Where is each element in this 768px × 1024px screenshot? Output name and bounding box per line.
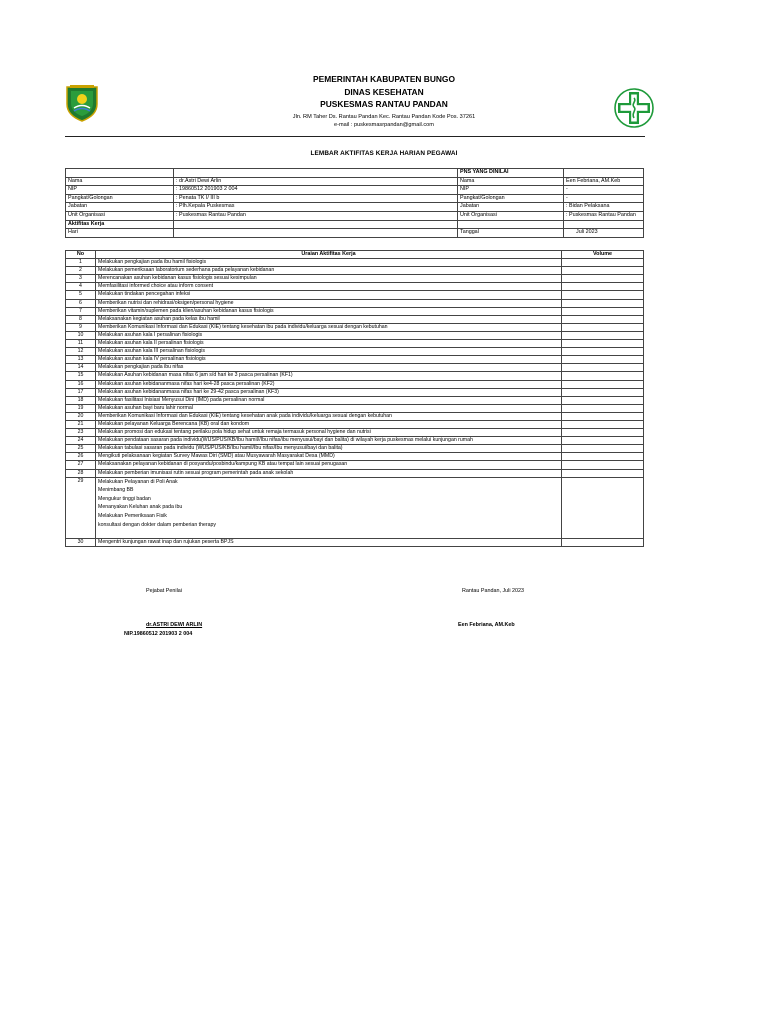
activity-row [66, 372, 644, 380]
left-unit-label: Unit Organisasi [66, 211, 174, 220]
row-no: 20 [66, 412, 96, 420]
row-text: Mengentri kunjungan rawat inap dan rujukan peserta BPJS [96, 538, 562, 546]
activity-body [66, 259, 644, 547]
puskesmas-logo-icon [614, 88, 654, 128]
row-text-multiline [96, 477, 562, 538]
row-volume [562, 323, 644, 331]
activity-header-row [66, 251, 644, 259]
right-nip-label: NIP [458, 186, 564, 195]
row-no: 23 [66, 429, 96, 437]
activity-row [66, 291, 644, 299]
row-volume [562, 372, 644, 380]
info-row-pangkat [66, 194, 644, 203]
employee-name: Een Febriana, AM.Keb [458, 622, 515, 628]
left-nip-value: : 19860512 201903 2 004 [174, 186, 458, 195]
row-no: 21 [66, 420, 96, 428]
row-text: Melakukan asuhan kala III persalinan fisiologis [96, 348, 562, 356]
right-nama-label: Nama [458, 177, 564, 186]
row-volume [562, 291, 644, 299]
assessor-role: Pejabat Penilai [146, 588, 182, 594]
tanggal-value: Juli 2023 [564, 229, 644, 238]
row-volume [562, 267, 644, 275]
row-text: Melakukan pelayanan Keluarga Berencana (KB) oral dan kondom [96, 420, 562, 428]
row-no: 24 [66, 437, 96, 445]
row-no: 30 [66, 538, 96, 546]
row-volume [562, 259, 644, 267]
right-jabatan-label: Jabatan [458, 203, 564, 212]
left-nama-label: Nama [66, 177, 174, 186]
row29-line: Menimbang BB [98, 487, 134, 494]
row-volume [562, 404, 644, 412]
letterhead-department: DINAS KESEHATAN [344, 86, 424, 97]
row29-line: Menanyakan Keluhan anak pada ibu [98, 504, 183, 511]
header-volume: Volume [562, 251, 644, 259]
left-unit-value: : Puskesmas Rantau Pandan [174, 211, 458, 220]
row-no: 29 [66, 477, 96, 538]
right-pangkat-value: - [564, 194, 644, 203]
row-volume [562, 307, 644, 315]
left-nip-label: NIP [66, 186, 174, 195]
row-no: 28 [66, 469, 96, 477]
activity-row [66, 404, 644, 412]
row-volume [562, 538, 644, 546]
row29-line: konsultasi dengan dokter dalam pemberian therapy [98, 521, 216, 528]
activity-row [66, 275, 644, 283]
left-jabatan-label: Jabatan [66, 203, 174, 212]
row-no: 5 [66, 291, 96, 299]
row-text: Melakukan pengkajian pada ibu nifas [96, 364, 562, 372]
activity-row-30 [66, 538, 644, 546]
info-row-jabatan [66, 203, 644, 212]
row-text: Melakukan Asuhan kebidanan masa nifas 6 jam s/d hari ke 3 pasca persalinan (KF1) [96, 372, 562, 380]
row-text: Melakukan pemeriksaan laboratorium sederhana pada pelayanan kebidanan [96, 267, 562, 275]
activity-row [66, 461, 644, 469]
row-volume [562, 412, 644, 420]
row-text: Memberikan nutrisi dan rehidrasi/oksigen/personal hygiene [96, 299, 562, 307]
row-text: Melakukan fasilitasi Inisiasi Menyusui Dini (IMD) pada persalinan normal [96, 396, 562, 404]
row-no: 11 [66, 340, 96, 348]
activity-row [66, 315, 644, 323]
info-header-row [66, 169, 644, 178]
right-unit-value: : Puskesmas Rantau Pandan [564, 211, 644, 220]
activity-table [65, 250, 644, 547]
activity-row [66, 429, 644, 437]
activity-row [66, 323, 644, 331]
row-no: 14 [66, 364, 96, 372]
right-pangkat-label: Pangkat/Golongan [458, 194, 564, 203]
left-pangkat-label: Pangkat/Golongan [66, 194, 174, 203]
row-text: Melakukan asuhan kala I persalinan fisiologis [96, 331, 562, 339]
row-volume [562, 283, 644, 291]
activity-row [66, 340, 644, 348]
row29-line: Mengukur tinggi badan [98, 495, 151, 502]
activity-row [66, 356, 644, 364]
row-no: 1 [66, 259, 96, 267]
row-volume [562, 453, 644, 461]
assessor-name: dr.ASTRI DEWI ARLIN [146, 622, 203, 628]
hari-label: Hari [66, 229, 174, 238]
row-volume [562, 315, 644, 323]
row-text: Melakukan asuhan kala II persalinan fisiologis [96, 340, 562, 348]
row-no: 3 [66, 275, 96, 283]
row-text: Memberikan Komunikasi Informasi dan Edukasi (KIE) tentang kesehatan anak pada individu/keluarga sesuai dengan kebutuhan [96, 412, 562, 420]
row-text: Melakukan asuhan bayi baru lahir normal [96, 404, 562, 412]
row-text: Melakukan tindakan pencegahan infeksi [96, 291, 562, 299]
row-text: Melaksanakan kegiatan asuhan pada kelas ibu hamil [96, 315, 562, 323]
row-no: 8 [66, 315, 96, 323]
row-text: Melakukan promosi dan edukasi tentang perilaku pola hidup sehat untuk remaja termasuk personal hygiene dan nutrisi [96, 429, 562, 437]
letterhead-email: e-mail : puskesmasrpandan@gmail.com [334, 122, 434, 129]
info-row-unit [66, 211, 644, 220]
activity-row [66, 453, 644, 461]
row-no: 4 [66, 283, 96, 291]
activity-row [66, 307, 644, 315]
place-date: Rantau Pandan, Juli 2023 [462, 588, 525, 594]
row-text: Melakukan pemberian imunisasi rutin sesuai program pemerintah pada anak sekolah [96, 469, 562, 477]
assessor-nip: NIP.19860512 201903 2 004 [124, 631, 193, 637]
row-text: Melakukan tabulasi sasaran pada individu (WUS/PUS/KB/Ibu hamil/Ibu nifas/Ibu menyusui/bayi dan balita) [96, 445, 562, 453]
row-volume [562, 429, 644, 437]
info-row-nama [66, 177, 644, 186]
aktifitas-label: Aktifitas Kerja [66, 220, 174, 229]
header-uraian: Uraian Aktifitas Kerja [96, 251, 562, 259]
letterhead-address: Jln. RM Taher Ds. Rantau Pandan Kec. Rantau Pandan Kode Pos. 37261 [292, 113, 476, 120]
letterhead-divider [65, 136, 645, 137]
row-no: 25 [66, 445, 96, 453]
activity-row [66, 348, 644, 356]
row-text: Melakukan asuhan kebidananmasa nifas hari ke4-28 pasca persalinan (KF2) [96, 380, 562, 388]
left-nama-value: : dr.Astri Dewi Arlin [174, 177, 458, 186]
activity-row [66, 388, 644, 396]
tanggal-label: Tanggal [458, 229, 564, 238]
activity-row [66, 437, 644, 445]
activity-row [66, 445, 644, 453]
form-title: LEMBAR AKTIFITAS KERJA HARIAN PEGAWAI [310, 150, 458, 157]
row-volume [562, 331, 644, 339]
row-no: 19 [66, 404, 96, 412]
activity-row [66, 380, 644, 388]
row-no: 12 [66, 348, 96, 356]
regency-emblem-icon [64, 84, 100, 122]
row-text: Melaksanakan pelayanan kebidanan di posyandu/posbindu/kampung KB atau tempat lain sesuai penugasan [96, 461, 562, 469]
header-no: No [66, 251, 96, 259]
info-row-nip [66, 186, 644, 195]
row-text: Memberikan vitamin/suplemen pada klien/asuhan kebidanan kasus fisiologis [96, 307, 562, 315]
right-jabatan-value: : Bidan Pelaksana [564, 203, 644, 212]
activity-row [66, 267, 644, 275]
row-text: Memfasilitasi informed choice atau inform consent [96, 283, 562, 291]
row-text: Memberikan Komunikasi Informasi dan Edukasi (KIE) tentang kesehatan ibu pada individu/keluarga sesuai dengan kebutuhan [96, 323, 562, 331]
row-text: Melakukan pengkajian pada ibu hamil fisiologis [96, 259, 562, 267]
activity-row [66, 299, 644, 307]
row-volume [562, 348, 644, 356]
row-volume [562, 445, 644, 453]
right-unit-label: Unit Organisasi [458, 211, 564, 220]
row-volume [562, 356, 644, 364]
left-jabatan-value: : Plh.Kepala Puskesmas [174, 203, 458, 212]
activity-row [66, 412, 644, 420]
row-no: 15 [66, 372, 96, 380]
activity-row [66, 283, 644, 291]
row-text: Melakukan pendataan sasaran pada individu(WUS/PUS/KB/Ibu hamil//Ibu nifas/ibu menyusui/bayi dan balita) di wilayah kerja puskesmas melalui kunjungan rumah [96, 437, 562, 445]
row-no: 9 [66, 323, 96, 331]
row-volume [562, 420, 644, 428]
row-volume [562, 469, 644, 477]
row-volume [562, 299, 644, 307]
row-no: 26 [66, 453, 96, 461]
row-volume [562, 477, 644, 538]
row-no: 6 [66, 299, 96, 307]
letterhead-government: PEMERINTAH KABUPATEN BUNGO [313, 74, 455, 84]
assessed-section-header: PNS YANG DINILAI [458, 169, 564, 178]
activity-row-29 [66, 477, 644, 538]
row-no: 7 [66, 307, 96, 315]
row-no: 13 [66, 356, 96, 364]
row-volume [562, 437, 644, 445]
row-volume [562, 461, 644, 469]
row-volume [562, 388, 644, 396]
row-volume [562, 364, 644, 372]
row29-line: Melakukan Pemeriksaan Fisik [98, 513, 167, 519]
row-text: Merencanakan asuhan kebidanan kasus fisiologis sesuai kesimpulan [96, 275, 562, 283]
row-volume [562, 340, 644, 348]
activity-row [66, 259, 644, 267]
row-volume [562, 396, 644, 404]
row-no: 2 [66, 267, 96, 275]
row-volume [562, 275, 644, 283]
row-no: 10 [66, 331, 96, 339]
row-no: 17 [66, 388, 96, 396]
employee-info-table [65, 168, 644, 238]
activity-row [66, 331, 644, 339]
activity-row [66, 469, 644, 477]
row-volume [562, 380, 644, 388]
activity-row [66, 364, 644, 372]
row29-line: Melakukan Pelayanan di Poli Anak [98, 478, 178, 485]
right-nama-value: Een Febriana, AM.Keb [564, 177, 644, 186]
letterhead [150, 74, 618, 129]
info-row-hari [66, 229, 644, 238]
row-text: Mengikuti pelaksanaan kegiatan Survey Mawas Diri (SMD) atau Musyawarah Masyarakat Desa (MMD) [96, 453, 562, 461]
row-no: 18 [66, 396, 96, 404]
activity-row [66, 396, 644, 404]
left-pangkat-value: : Penata TK I/ III b [174, 194, 458, 203]
row-no: 27 [66, 461, 96, 469]
row-no: 16 [66, 380, 96, 388]
right-nip-value: - [564, 186, 644, 195]
row-text: Melakukan asuhan kebidananmasa nifas hari ke 29-42 pasca persalinan (KF3) [96, 388, 562, 396]
info-row-aktifitas [66, 220, 644, 229]
activity-row [66, 420, 644, 428]
letterhead-puskesmas: PUSKESMAS RANTAU PANDAN [320, 99, 448, 109]
row-text: Melakukan asuhan kala IV persalinan fisiologis [96, 356, 562, 364]
